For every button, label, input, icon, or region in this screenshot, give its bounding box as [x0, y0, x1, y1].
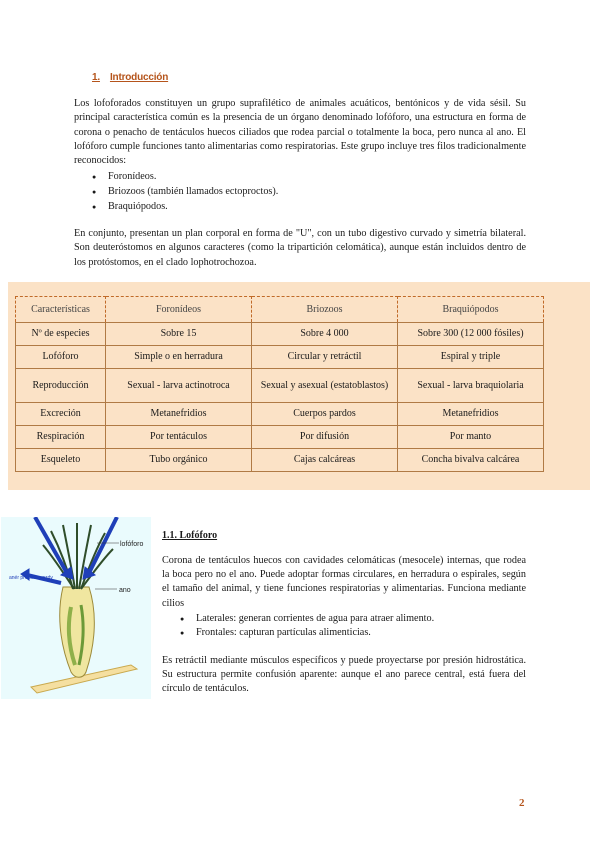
- lophophore-paragraph: Corona de tentáculos huecos con cavidades celomáticas (mesocele) internas, que rodea la boca pero no el ano. Puede adoptar formas circulares, en herradura o espirales, según el tamaño del animal, y tiene funciones respiratorias y alimentarias. Funciona mediante cilios: [162, 555, 526, 609]
- table-cell: Por manto: [398, 426, 544, 449]
- table-cell: Tubo orgánico: [106, 449, 252, 472]
- list-item: ● Frontales: capturan partículas alimenticias.: [180, 626, 434, 640]
- table-cell: Reproducción: [16, 369, 106, 403]
- table-cell: Concha bivalva calcárea: [398, 449, 544, 472]
- list-item: ● Briozoos (también llamados ectoproctos).: [92, 185, 278, 200]
- list-item: ● Laterales: generan corrientes de agua para atraer alimento.: [180, 612, 434, 626]
- table-cell: Circular y retráctil: [252, 346, 398, 369]
- figure-label-mid: ano: [119, 587, 131, 594]
- table-cell: Metanefridios: [398, 403, 544, 426]
- table-header-cell: Briozoos: [252, 297, 398, 323]
- table-row: [16, 403, 544, 426]
- table-row: [16, 346, 544, 369]
- section-title: Introducción: [109, 72, 169, 83]
- table-cell: Cajas calcáreas: [252, 449, 398, 472]
- table-cell: Lofóforo: [16, 346, 106, 369]
- body-plan-paragraph: En conjunto, presentan un plan corporal en forma de "U", con un tubo digestivo curvado y simetría bilateral. Son deuteróstomos en algunos caracteres (como la tripartición celomática), aunque están incluidos dentro de los protóstomos, en el clado lophotrochozoa.: [74, 228, 526, 268]
- table-row: [16, 323, 544, 346]
- table-cell: Metanefridios: [106, 403, 252, 426]
- figure-label-left: anér procudo vozdy: [9, 575, 53, 581]
- tentacle-crown: [43, 523, 113, 589]
- table-cell: Sobre 15: [106, 323, 252, 346]
- table-header-row: [16, 297, 544, 323]
- table-cell: Por tentáculos: [106, 426, 252, 449]
- table-cell: Nº de especies: [16, 323, 106, 346]
- table-header-cell: Foronídeos: [106, 297, 252, 323]
- table-row: [16, 449, 544, 472]
- lophophore-illustration: [1, 517, 151, 699]
- list-item: ● Foronídeos.: [92, 170, 278, 185]
- section-number: 1.: [92, 72, 100, 83]
- table-cell: Esqueleto: [16, 449, 106, 472]
- table-cell: Por difusión: [252, 426, 398, 449]
- body-tube: [60, 587, 95, 677]
- table-header-cell: Braquiópodos: [398, 297, 544, 323]
- cilia-list: [180, 612, 434, 641]
- section-heading: [92, 72, 168, 83]
- lophophore-drawing: [1, 517, 151, 699]
- retractile-paragraph: Es retráctil mediante músculos específicos y puede proyectarse por presión hidrostática. Su estructura permite confusión aparente: aunque el ano parece central, está fuera del círculo de tentáculos.: [162, 655, 526, 695]
- table-cell: Simple o en herradura: [106, 346, 252, 369]
- table-cell: Sexual - larva actinotroca: [106, 369, 252, 403]
- table-cell: Sobre 4 000: [252, 323, 398, 346]
- figure-label-top: lofóforo: [120, 541, 144, 548]
- subsection-title: 1.1. Lofóforo: [162, 530, 218, 541]
- table-cell: Cuerpos pardos: [252, 403, 398, 426]
- phyla-list: [92, 170, 278, 214]
- table-row: [16, 369, 544, 403]
- table-cell: Excreción: [16, 403, 106, 426]
- comparison-table: [15, 296, 544, 472]
- table-cell: Espiral y triple: [398, 346, 544, 369]
- table-row: [16, 426, 544, 449]
- current-arrows: [21, 517, 117, 583]
- page-number: 2: [519, 797, 525, 809]
- table-cell: Sexual y asexual (estatoblastos): [252, 369, 398, 403]
- table-cell: Respiración: [16, 426, 106, 449]
- intro-paragraph: Los lofoforados constituyen un grupo suprafilético de animales acuáticos, bentónicos y de vida sésil. Su principal característica común es la presencia de un órgano denominado lofóforo, una estructura en forma de corona o penacho de tentáculos huecos ciliados que rodea parcial o totalmente la boca, pero nunca al ano. El lofóforo cumple funciones tanto alimentarias como respiratorias. Este grupo incluye tres filos tradicionalmente reconocidos:: [74, 98, 526, 167]
- table-header-cell: Características: [16, 297, 106, 323]
- table-cell: Sobre 300 (12 000 fósiles): [398, 323, 544, 346]
- list-item: ● Braquiópodos.: [92, 200, 278, 215]
- table-cell: Sexual - larva braquiolaria: [398, 369, 544, 403]
